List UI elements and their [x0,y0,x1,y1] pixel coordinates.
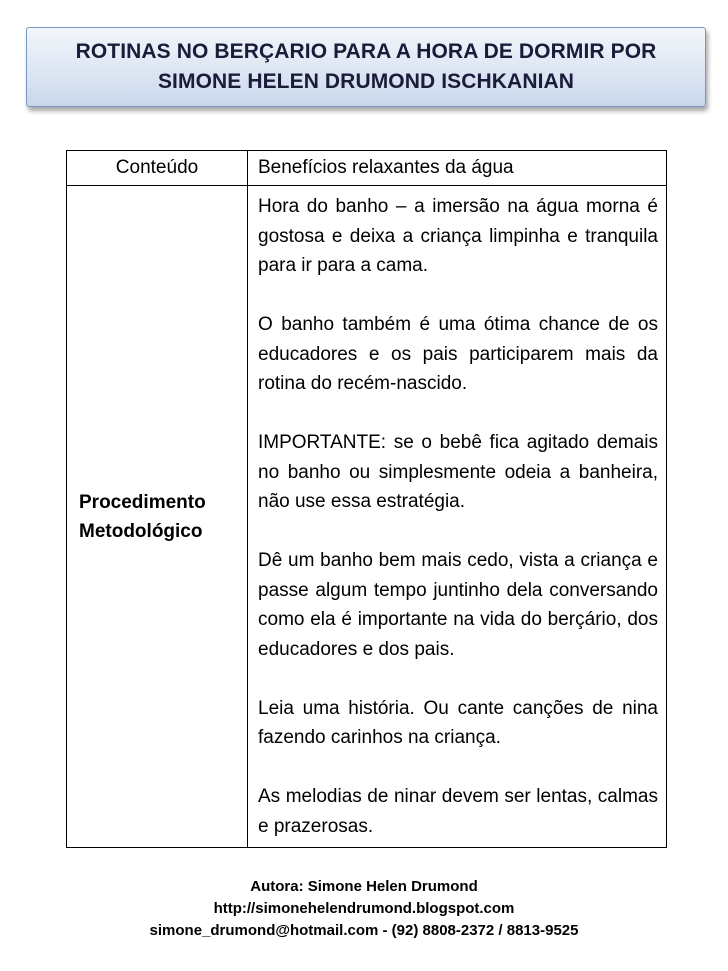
paragraph-bath-time: Hora do banho – a imersão na água morna é gostosa e deixa a criança limpinha e tranquila para ir para a cama. [258,196,658,276]
paragraph-melodies: As melodias de ninar devem ser lentas, calmas e prazerosas. [258,786,658,837]
paragraph-early-bath: Dê um banho bem mais cedo, vista a criança e passe algum tempo juntinho dela conversando como ela é importante na vida do berçário, dos educadores e dos pais. [258,550,658,660]
title-banner [26,27,706,107]
procedure-label-line-2: Metodológico [79,520,203,542]
document-title [76,37,657,97]
paragraph-important: IMPORTANTE: se o bebê fica agitado demais no banho ou simplesmente odeia a banheira, não use essa estratégia. [258,432,658,512]
table-body-row [67,186,667,848]
footer [0,876,728,942]
footer-author: Autora: Simone Helen Drumond [250,878,478,895]
procedure-label-cell [67,186,248,848]
paragraph-bath-chance: O banho também é uma ótima chance de os educadores e os pais participarem mais da rotina do recém-nascido. [258,314,658,394]
content-value-cell [248,151,667,186]
content-label: Conteúdo [115,157,199,178]
table-header-row [67,151,667,186]
title-line-1: ROTINAS NO BERÇARIO PARA A HORA DE DORMIR POR [75,40,657,63]
procedure-text-cell [248,186,667,848]
procedure-label-line-1: Procedimento [79,491,206,513]
footer-contact: simone_drumond@hotmail.com - (92) 8808-2372 / 8813-9525 [149,922,579,939]
footer-blog-link: http://simonehelendrumond.blogspot.com [213,900,515,917]
content-table [66,150,667,848]
paragraph-story: Leia uma história. Ou cante canções de nina fazendo carinhos na criança. [258,697,658,748]
title-line-2: SIMONE HELEN DRUMOND ISCHKANIAN [157,70,575,93]
content-value: Benefícios relaxantes da água [258,157,514,178]
content-label-cell [67,151,248,186]
